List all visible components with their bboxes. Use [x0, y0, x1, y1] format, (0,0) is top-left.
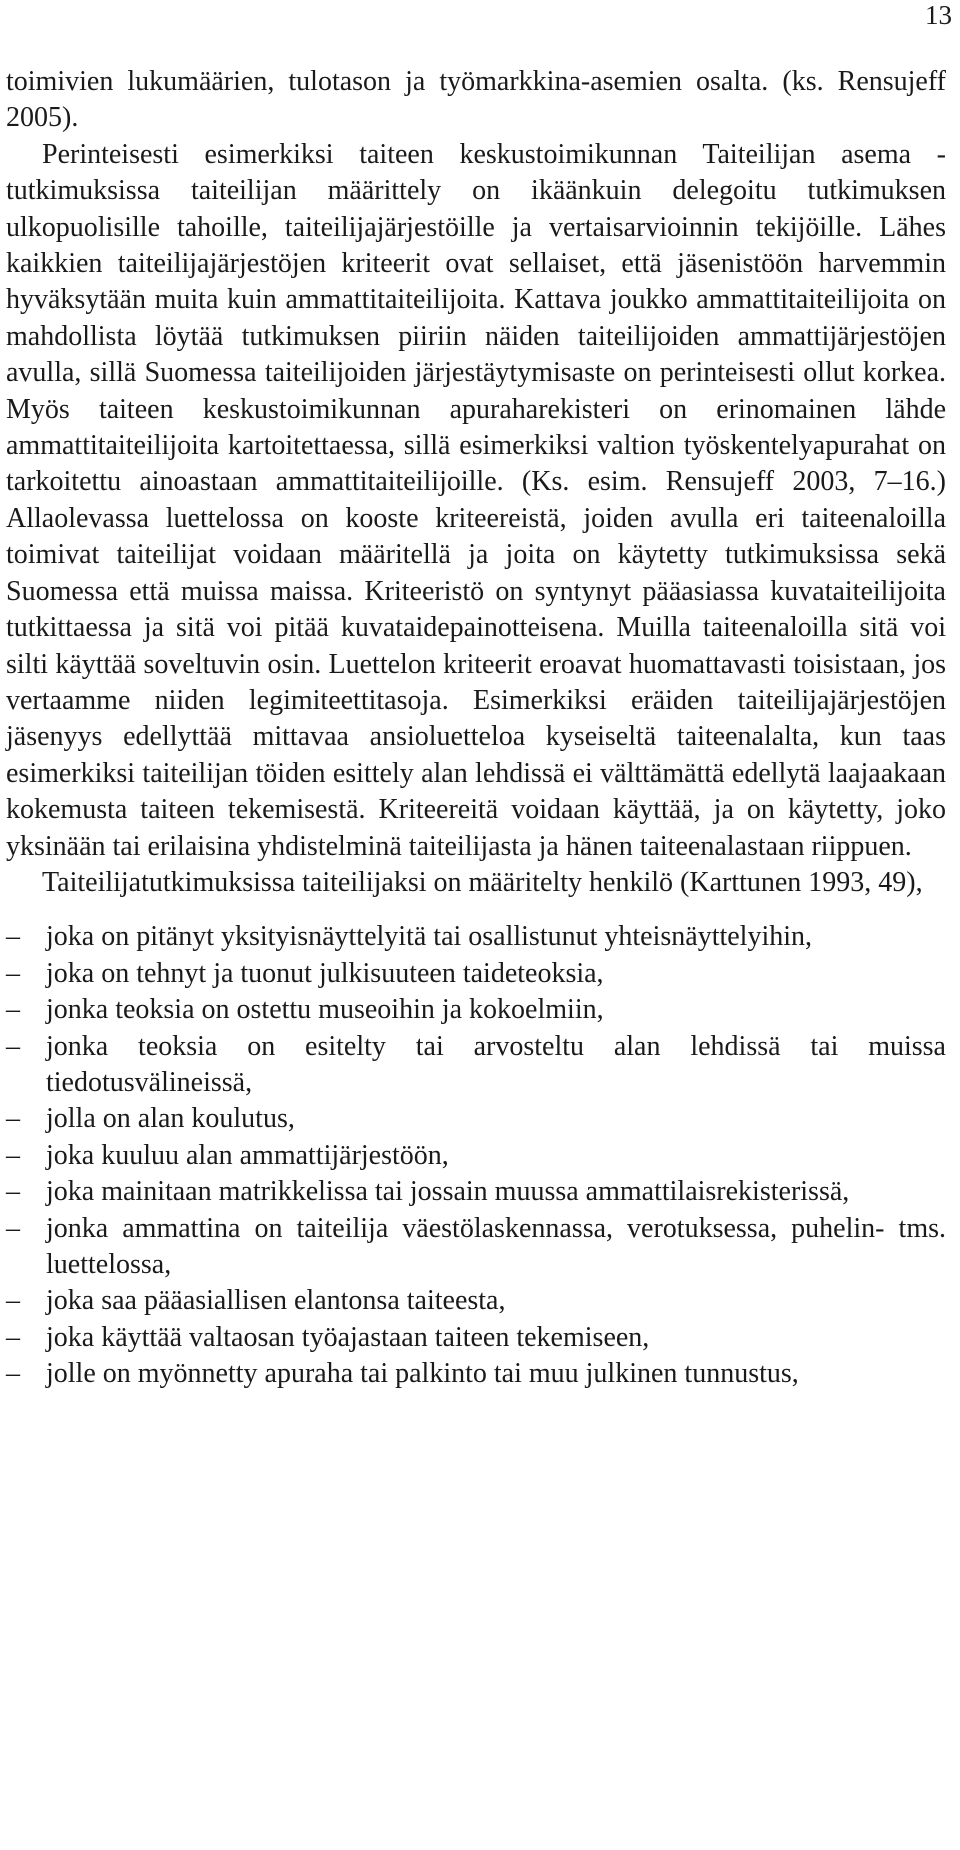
list-dash: –	[6, 1358, 20, 1390]
list-dash: –	[6, 957, 20, 989]
list-item-text: joka käyttää valtaosan työajastaan taiteen tekemiseen,	[46, 1321, 650, 1353]
list-dash: –	[6, 1030, 20, 1062]
list-item	[6, 1029, 946, 1102]
list-item	[6, 919, 946, 955]
list-item-text: jolla on alan koulutus,	[46, 1103, 295, 1135]
list-item	[6, 992, 946, 1028]
list-item-text: jonka teoksia on esitelty tai arvosteltu alan lehdissä tai muissa tiedotusvälineissä,	[46, 1030, 946, 1098]
list-dash: –	[6, 1321, 20, 1353]
list-dash: –	[6, 994, 20, 1026]
list-item-text: joka mainitaan matrikkelissa tai jossain muussa ammattilaisrekisterissä,	[46, 1176, 850, 1208]
list-dash: –	[6, 1139, 20, 1171]
list-item-text: joka on pitänyt yksityisnäyttelyitä tai osallistunut yhteisnäyttelyihin,	[46, 921, 813, 953]
list-item-text: jonka ammattina on taiteilija väestölaskennassa, verotuksessa, puhelin- tms. luettelossa,	[46, 1212, 946, 1280]
paragraph-continuation: toimivien lukumäärien, tulotason ja työmarkkina-asemien osalta. (ks. Rensujeff 2005).	[6, 66, 946, 134]
paragraph-list-intro: Taiteilijatutkimuksissa taiteilijaksi on määritelty henkilö (Karttunen 1993, 49),	[42, 866, 923, 898]
list-dash: –	[6, 1212, 20, 1244]
list-item	[6, 1320, 946, 1356]
list-dash: –	[6, 1176, 20, 1208]
paragraph-artist-definition: Perinteisesti esimerkiksi taiteen keskustoimikunnan Taiteilijan asema -tutkimuksissa taiteilijan määrittely on ikäänkuin delegoitu tutkimuksen ulkopuolisille tahoille, taiteilijajärjestöille ja vertaisarvioinnin tekijöille. Lähes kaikkien taiteilijajärjestöjen kriteerit ovat sellaiset, että jäsenistöön harvemmin hyväksytään muita kuin ammattitaiteilijoita. Kattava joukko ammattitaiteilijoita on mahdollista löytää tutkimuksen piiriin näiden taiteilijoiden ammattijärjestöjen avulla, sillä Suomessa taiteilijoiden järjestäytymisaste on perinteisesti ollut korkea. Myös taiteen keskustoimikunnan apuraharekisteri on erinomainen lähde ammattitaiteilijoita kartoitettaessa, sillä esimerkiksi valtion työskentelyapurahat on tarkoitettu ainoastaan ammattitaiteilijoille. (Ks. esim. Rensujeff 2003, 7–16.) Allaolevassa luettelossa on kooste kriteereistä, joiden avulla eri taiteenaloilla toimivat taiteilijat voidaan määritellä ja joita on käytetty tutkimuksissa sekä Suomessa että muissa maissa. Kriteeristö on syntynyt pääasiassa kuvataiteilijoita tutkittaessa ja sitä voi pitää kuvataidepainotteisena. Muilla taiteenaloilla sitä voi silti käyttää soveltuvin osin. Luettelon kriteerit eroavat huomattavasti toisistaan, jos vertaamme niiden legimiteettitasoja. Esimerkiksi eräiden taiteilijajärjestöjen jäsenyys edellyttää mittavaa ansioluetteloa kyseiseltä taiteenalalta, kun taas esimerkiksi taiteilijan töiden esittely alan lehdissä ei välttämättä edellytä laajaakaan kokemusta taiteen tekemisestä. Kriteereitä voidaan käyttää, ja on käytetty, joko yksinään tai erilaisina yhdistelminä taiteilijasta ja hänen taiteenalastaan riippuen.	[6, 138, 946, 862]
list-item	[6, 956, 946, 992]
list-dash: –	[6, 921, 20, 953]
list-item	[6, 1174, 946, 1210]
list-item-text: joka on tehnyt ja tuonut julkisuuteen taideteoksia,	[46, 957, 604, 989]
list-item	[6, 1356, 946, 1392]
list-item	[6, 1283, 946, 1319]
list-item-text: jonka teoksia on ostettu museoihin ja kokoelmiin,	[46, 994, 604, 1026]
list-item	[6, 1138, 946, 1174]
list-item-text: joka saa pääasiallisen elantonsa taiteesta,	[46, 1285, 506, 1317]
page-number: 13	[925, 0, 952, 30]
list-dash: –	[6, 1103, 20, 1135]
list-item	[6, 1101, 946, 1137]
body-text	[6, 64, 946, 1393]
list-item-text: jolle on myönnetty apuraha tai palkinto tai muu julkinen tunnustus,	[46, 1358, 799, 1390]
criteria-list	[6, 919, 946, 1392]
list-item-text: joka kuuluu alan ammattijärjestöön,	[46, 1139, 449, 1171]
list-item	[6, 1211, 946, 1284]
list-dash: –	[6, 1285, 20, 1317]
